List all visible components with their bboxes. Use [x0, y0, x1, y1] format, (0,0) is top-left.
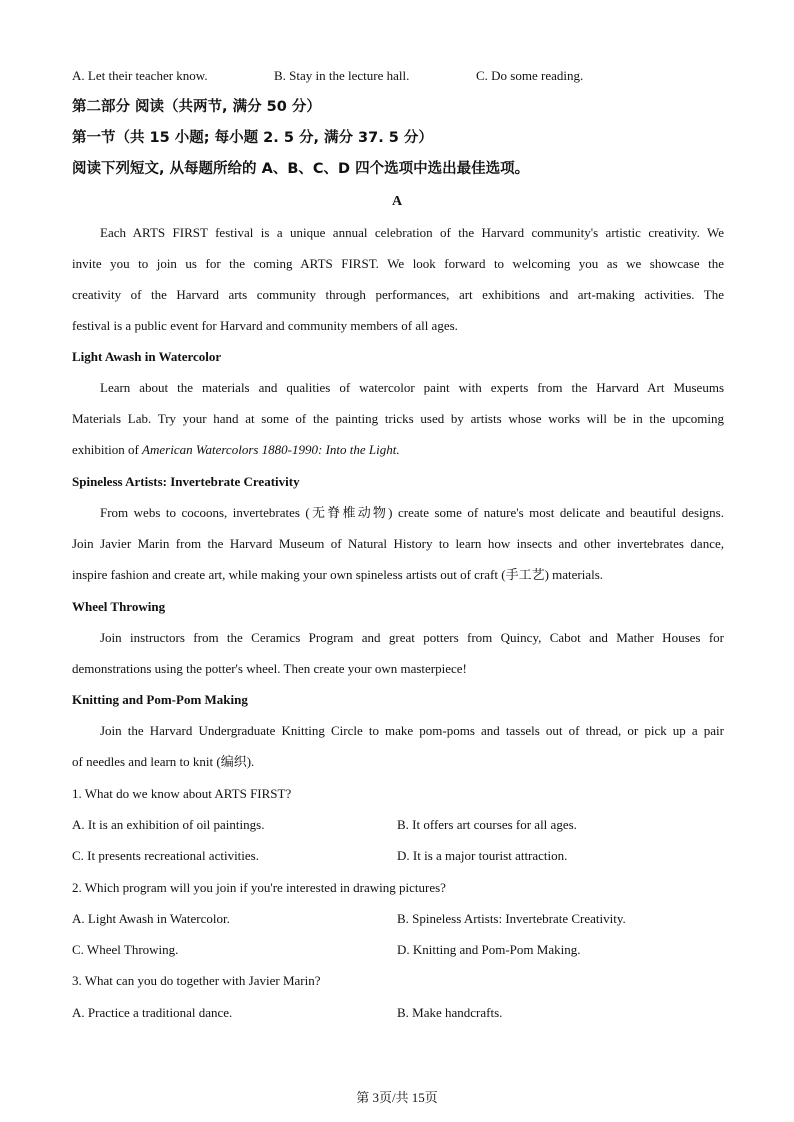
- program-line: Join Javier Marin from the Harvard Museum of Natural History to learn how insects and other invertebrates dance,: [72, 536, 724, 551]
- question-stem: 1. What do we know about ARTS FIRST?: [72, 786, 292, 801]
- program-line: inspire fashion and create art, while making your own spineless artists out of craft (手工艺) materials.: [72, 567, 604, 582]
- passage-letter: A: [391, 194, 403, 209]
- question-option: B. Make handcrafts.: [397, 1005, 503, 1020]
- question-stem: 3. What can you do together with Javier Marin?: [72, 973, 321, 988]
- question-option: D. Knitting and Pom-Pom Making.: [397, 942, 581, 957]
- question-option: A. Practice a traditional dance.: [72, 1005, 233, 1020]
- program-title: Wheel Throwing: [72, 599, 166, 614]
- program-line: Join the Harvard Undergraduate Knitting Circle to make pom-poms and tassels out of thread, or pick up a pair: [100, 723, 724, 738]
- question-option: D. It is a major tourist attraction.: [397, 848, 568, 863]
- part-title: 第二部分 阅读（共两节, 满分 50 分）: [72, 99, 321, 115]
- question-option: B. It offers art courses for all ages.: [397, 817, 577, 832]
- program-line: Join instructors from the Ceramics Program and great potters from Quincy, Cabot and Mather Houses for: [100, 630, 724, 645]
- exhibition-title: American Watercolors 1880-1990: Into the Light.: [142, 442, 400, 457]
- question-option: A. It is an exhibition of oil paintings.: [72, 817, 265, 832]
- intro-line: creativity of the Harvard arts community through performances, art exhibitions and art-making activities. The: [72, 287, 724, 302]
- question-option: C. It presents recreational activities.: [72, 848, 259, 863]
- intro-line: invite you to join us for the coming ARTS FIRST. We look forward to welcoming you as we showcase the: [72, 256, 724, 271]
- option-b: B. Stay in the lecture hall.: [274, 68, 410, 83]
- program-line: Materials Lab. Try your hand at some of the painting tricks used by artists whose works will be in the upcoming: [72, 411, 724, 426]
- option-c: C. Do some reading.: [476, 68, 584, 83]
- section-title: 第一节（共 15 小题; 每小题 2. 5 分, 满分 37. 5 分）: [72, 130, 433, 146]
- question-option: B. Spineless Artists: Invertebrate Creativity.: [397, 911, 626, 926]
- program-title: Light Awash in Watercolor: [72, 349, 222, 364]
- question-option: A. Light Awash in Watercolor.: [72, 911, 230, 926]
- instructions: 阅读下列短文, 从每题所给的 A、B、C、D 四个选项中选出最佳选项。: [72, 161, 530, 177]
- intro-line: Each ARTS FIRST festival is a unique annual celebration of the Harvard community's artistic creativity. We: [100, 225, 724, 240]
- option-a: A. Let their teacher know.: [72, 68, 208, 83]
- question-option: C. Wheel Throwing.: [72, 942, 179, 957]
- intro-line: festival is a public event for Harvard and community members of all ages.: [72, 318, 458, 333]
- program-line: of needles and learn to knit (编织).: [72, 754, 255, 769]
- program-title: Knitting and Pom-Pom Making: [72, 692, 248, 707]
- exhibition-prefix: exhibition of: [72, 442, 143, 457]
- program-title: Spineless Artists: Invertebrate Creativity: [72, 474, 300, 489]
- program-line: Learn about the materials and qualities of watercolor paint with experts from the Harvard Art Museums: [100, 380, 724, 395]
- program-line: [72, 441, 400, 459]
- page-number: 第 3页/共 15页: [356, 1090, 438, 1105]
- program-line: From webs to cocoons, invertebrates (无脊椎动物) create some of nature's most delicate and beautiful designs.: [100, 505, 724, 520]
- program-line: demonstrations using the potter's wheel. Then create your own masterpiece!: [72, 661, 467, 676]
- question-stem: 2. Which program will you join if you're interested in drawing pictures?: [72, 880, 446, 895]
